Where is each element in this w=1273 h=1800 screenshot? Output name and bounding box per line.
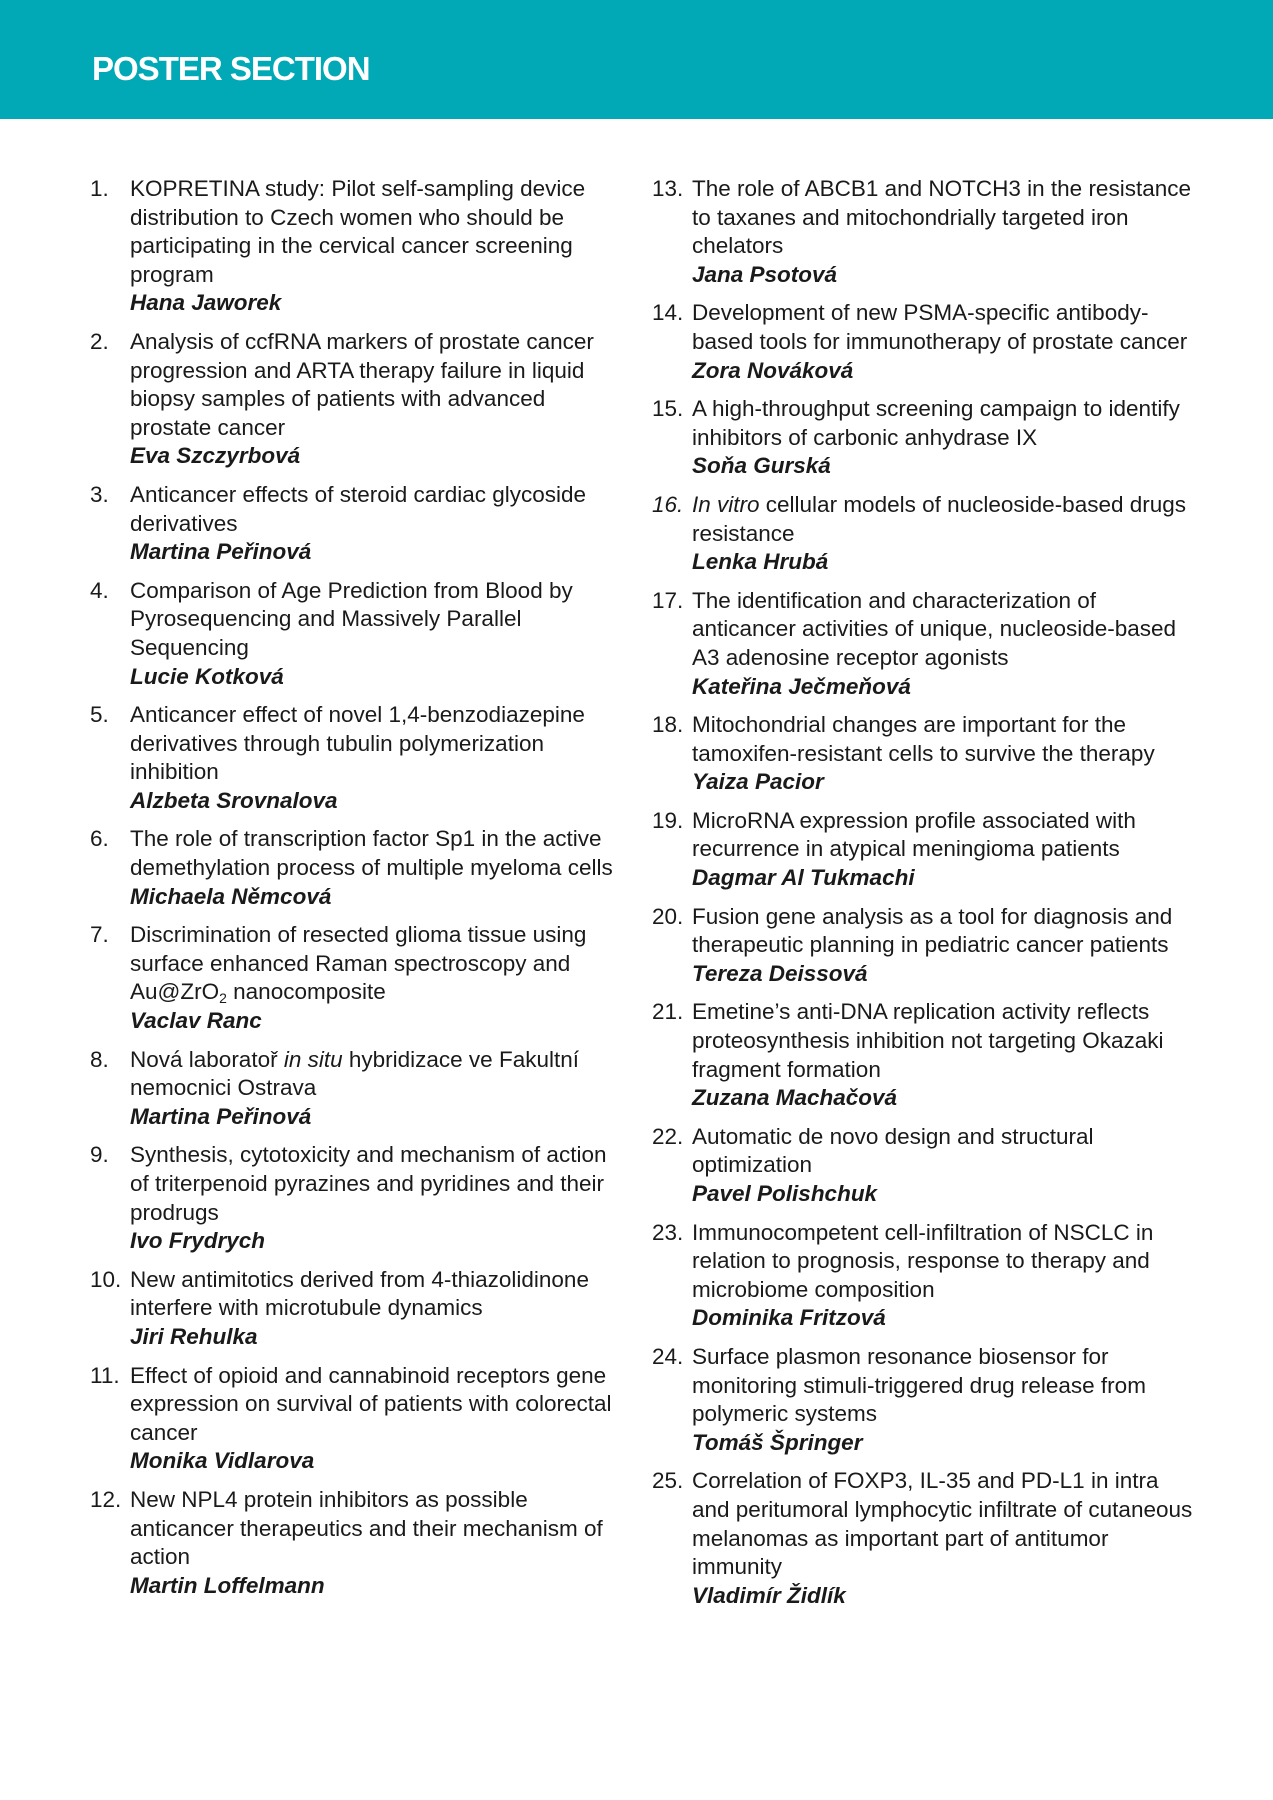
poster-title: New antimitotics derived from 4-thiazolidinone interfere with microtubule dynamics xyxy=(130,1266,589,1321)
poster-list-right xyxy=(652,175,1200,1620)
poster-author: Ivo Frydrych xyxy=(130,1228,266,1254)
poster-author: Martin Loffelmann xyxy=(130,1572,325,1598)
poster-number: 4. xyxy=(90,577,109,603)
poster-entry-14 xyxy=(652,299,1200,385)
poster-entry-4 xyxy=(90,577,630,691)
poster-title: MicroRNA expression profile associated with recurrence in atypical meningioma patients xyxy=(692,807,1136,862)
poster-number: 19. xyxy=(652,807,684,833)
poster-title: In vitro cellular models of nucleoside-based drugs resistance xyxy=(692,491,1187,546)
poster-entry-11 xyxy=(90,1362,630,1476)
poster-author: Jiri Rehulka xyxy=(130,1323,258,1349)
poster-author: Tereza Deissová xyxy=(692,960,868,986)
poster-author: Tomáš Špringer xyxy=(692,1429,863,1455)
poster-entry-13 xyxy=(652,175,1200,289)
poster-entry-5 xyxy=(90,701,630,815)
poster-title: KOPRETINA study: Pilot self-sampling device distribution to Czech women who should be participating in the cervical cancer screening program xyxy=(130,176,586,287)
poster-author: Monika Vidlarova xyxy=(130,1448,315,1474)
poster-author: Michaela Němcová xyxy=(130,883,332,909)
poster-title: Anticancer effects of steroid cardiac glycoside derivatives xyxy=(130,481,587,536)
poster-number: 22. xyxy=(652,1123,684,1149)
poster-title: Correlation of FOXP3, IL-35 and PD-L1 in intra and peritumoral lymphocytic infiltrate of cutaneous melanomas as important part of antitumor immunity xyxy=(692,1468,1193,1580)
poster-entry-1 xyxy=(90,175,630,318)
poster-author: Dominika Fritzová xyxy=(692,1305,886,1331)
poster-title: Emetine’s anti-DNA replication activity reflects proteosynthesis inhibition not targeting Okazaki fragment formation xyxy=(692,999,1164,1082)
poster-author: Vladimír Židlík xyxy=(692,1582,846,1608)
poster-author: Yaiza Pacior xyxy=(692,769,824,795)
poster-number: 21. xyxy=(652,999,684,1025)
poster-title: Synthesis, cytotoxicity and mechanism of action of triterpenoid pyrazines and pyridines and their prodrugs xyxy=(130,1142,607,1225)
poster-number: 12. xyxy=(90,1486,122,1512)
poster-entry-15 xyxy=(652,395,1200,481)
poster-number: 9. xyxy=(90,1142,109,1168)
poster-author: Zuzana Machačová xyxy=(692,1085,898,1111)
poster-title: Effect of opioid and cannabinoid receptors gene expression on survival of patients with colorectal cancer xyxy=(130,1362,612,1445)
poster-entry-24 xyxy=(652,1343,1200,1457)
poster-entry-16 xyxy=(652,491,1200,577)
poster-entry-23 xyxy=(652,1219,1200,1333)
poster-title: Analysis of ccfRNA markers of prostate cancer progression and ARTA therapy failure in liquid biopsy samples of patients with advanced prostate cancer xyxy=(130,328,594,440)
poster-number: 5. xyxy=(90,702,109,728)
poster-author: Eva Szczyrbová xyxy=(130,443,301,469)
poster-entry-7 xyxy=(90,921,630,1035)
poster-entry-3 xyxy=(90,481,630,567)
poster-entry-2 xyxy=(90,328,630,471)
poster-title: Comparison of Age Prediction from Blood by Pyrosequencing and Massively Parallel Sequencing xyxy=(130,577,573,660)
poster-number: 13. xyxy=(652,176,684,201)
poster-author: Martina Peřinová xyxy=(130,1103,312,1129)
poster-author: Alzbeta Srovnalova xyxy=(130,787,338,813)
poster-title: Nová laboratoř in situ hybridizace ve Fakultní nemocnici Ostrava xyxy=(130,1046,579,1101)
poster-title: Automatic de novo design and structural optimization xyxy=(692,1123,1094,1178)
poster-number: 16. xyxy=(652,491,684,517)
poster-number: 20. xyxy=(652,903,684,929)
poster-title: New NPL4 protein inhibitors as possible anticancer therapeutics and their mechanism of action xyxy=(130,1486,603,1570)
poster-author: Lenka Hrubá xyxy=(692,549,829,575)
poster-entry-20 xyxy=(652,903,1200,989)
poster-number: 2. xyxy=(90,328,109,354)
poster-entry-12 xyxy=(90,1486,630,1600)
poster-author: Dagmar Al Tukmachi xyxy=(692,865,915,891)
poster-author: Pavel Polishchuk xyxy=(692,1181,878,1206)
poster-number: 6. xyxy=(90,826,109,852)
poster-number: 7. xyxy=(90,922,109,948)
poster-title: Discrimination of resected glioma tissue using surface enhanced Raman spectroscopy and Au@ZrO$_2$ nanocomposite xyxy=(130,922,587,1007)
poster-number: 17. xyxy=(652,587,684,613)
poster-entry-18 xyxy=(652,711,1200,797)
poster-entry-6 xyxy=(90,825,630,911)
poster-title: The role of ABCB1 and NOTCH3 in the resistance to taxanes and mitochondrially targeted iron chelators xyxy=(692,176,1191,259)
poster-title: A high-throughput screening campaign to identify inhibitors of carbonic anhydrase IX xyxy=(692,396,1180,450)
poster-number: 3. xyxy=(90,481,109,507)
poster-author: Hana Jaworek xyxy=(130,290,282,316)
poster-title: Fusion gene analysis as a tool for diagnosis and therapeutic planning in pediatric cancer patients xyxy=(692,903,1173,958)
poster-number: 25. xyxy=(652,1468,684,1494)
poster-author: Lucie Kotková xyxy=(130,663,284,689)
poster-number: 8. xyxy=(90,1046,109,1072)
poster-number: 10. xyxy=(90,1266,122,1292)
poster-title: The identification and characterization of anticancer activities of unique, nucleoside-based A3 adenosine receptor agonists xyxy=(692,587,1177,670)
poster-author: Vaclav Ranc xyxy=(130,1008,262,1034)
poster-entry-17 xyxy=(652,587,1200,701)
poster-author: Zora Nováková xyxy=(692,357,854,383)
poster-entry-25 xyxy=(652,1467,1200,1610)
poster-title: Mitochondrial changes are important for the tamoxifen-resistant cells to survive the therapy xyxy=(692,712,1155,766)
poster-entry-22 xyxy=(652,1123,1200,1209)
poster-author: Kateřina Ječmeňová xyxy=(692,673,911,699)
poster-number: 11. xyxy=(90,1362,120,1388)
poster-title: Anticancer effect of novel 1,4-benzodiazepine derivatives through tubulin polymerization inhibition xyxy=(130,702,585,785)
header-banner xyxy=(0,0,1273,119)
poster-entry-19 xyxy=(652,807,1200,893)
poster-author: Martina Peřinová xyxy=(130,539,312,565)
poster-entry-9 xyxy=(90,1141,630,1255)
poster-number: 14. xyxy=(652,300,684,326)
poster-author: Soňa Gurská xyxy=(692,453,831,479)
poster-number: 15. xyxy=(652,396,684,422)
poster-number: 18. xyxy=(652,712,684,738)
poster-entry-8 xyxy=(90,1046,630,1132)
poster-number: 1. xyxy=(90,176,109,201)
poster-number: 23. xyxy=(652,1219,684,1245)
page-title: POSTER SECTION xyxy=(92,50,370,87)
poster-entry-10 xyxy=(90,1266,630,1352)
poster-number: 24. xyxy=(652,1343,684,1369)
poster-title: Development of new PSMA-specific antibody-based tools for immunotherapy of prostate cancer xyxy=(692,300,1188,354)
poster-title: Surface plasmon resonance biosensor for monitoring stimuli-triggered drug release from polymeric systems xyxy=(692,1343,1146,1427)
poster-entry-21 xyxy=(652,998,1200,1112)
poster-title: The role of transcription factor Sp1 in the active demethylation process of multiple myeloma cells xyxy=(130,826,613,881)
poster-title: Immunocompetent cell-infiltration of NSCLC in relation to prognosis, response to therapy and microbiome composition xyxy=(692,1219,1154,1302)
poster-list-left xyxy=(90,175,630,1610)
poster-author: Jana Psotová xyxy=(692,261,838,287)
